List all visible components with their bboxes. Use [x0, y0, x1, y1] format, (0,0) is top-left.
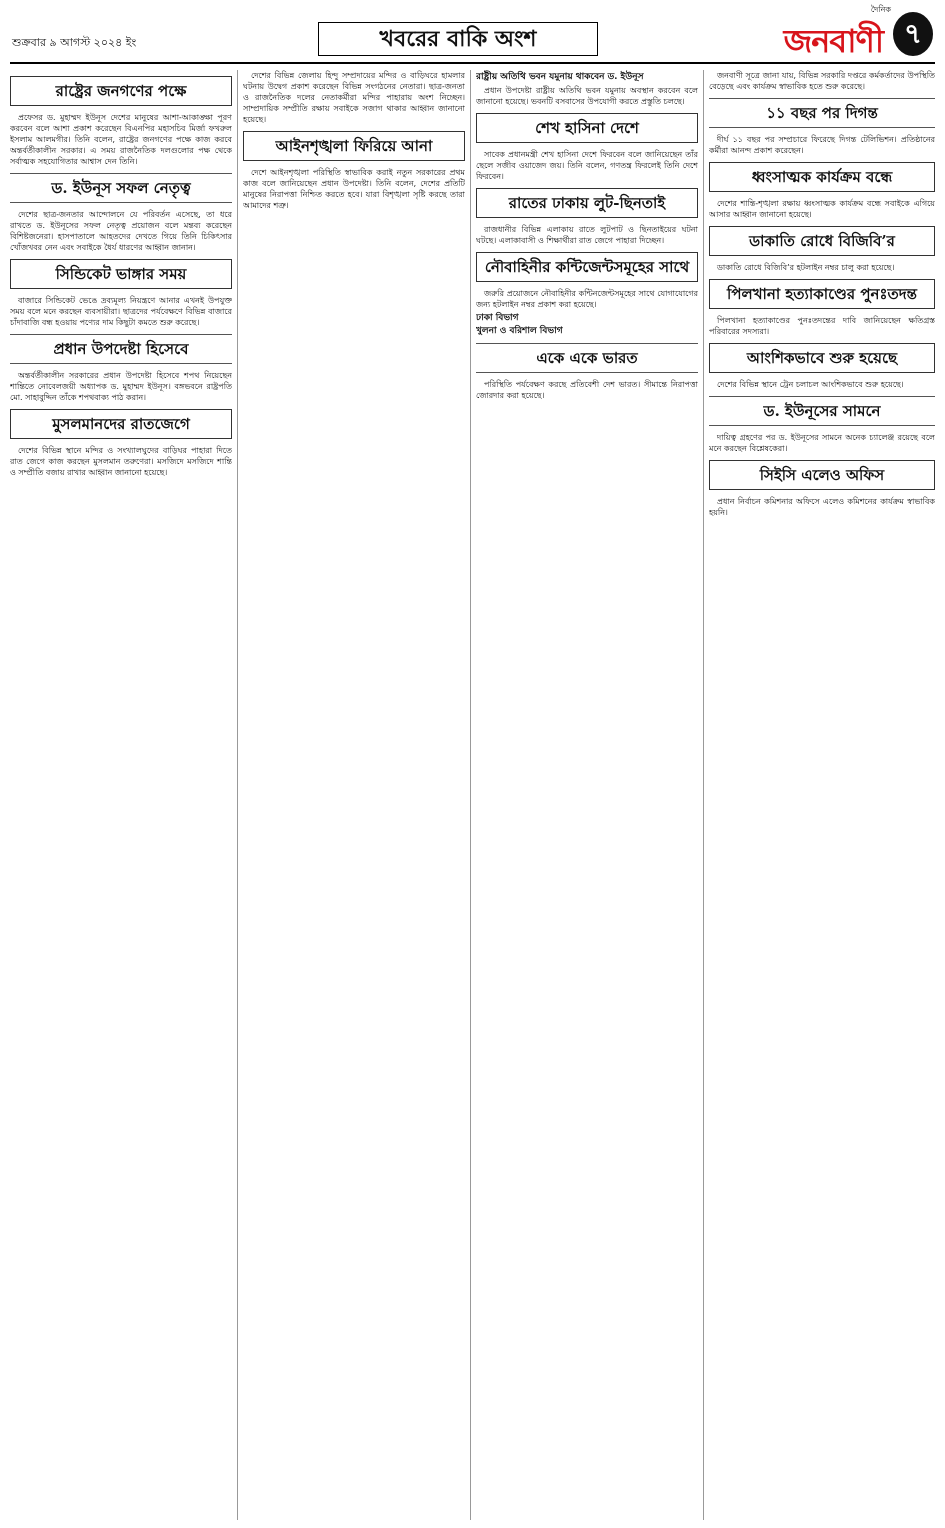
headline: প্রধান উপদেষ্টা হিসেবে	[10, 334, 232, 364]
headline: আইনশৃঙ্খলা ফিরিয়ে আনা	[243, 131, 465, 161]
headline: নৌবাহিনীর কন্টিজেন্টসমূহের সাথে	[476, 252, 698, 282]
headline: রাতের ঢাকায় লুট-ছিনতাই	[476, 188, 698, 218]
headline: ডাকাতি রোধে বিজিবি’র	[709, 226, 935, 256]
column-1	[10, 70, 232, 1520]
article-text: দেশের বিভিন্ন জেলায় হিন্দু সম্প্রদায়ের মন্দির ও বাড়িঘরে হামলার ঘটনায় উদ্বেগ প্রকাশ করেছেন বিভিন্ন সংগঠনের নেতারা। ছাত্র-জনতা ও রাজনৈতিক দলের নেতাকর্মীরা মন্দির পাহারায় অংশ নিচ্ছেন। সাম্প্রদায়িক সম্প্রীতি রক্ষায় সবাইকে সজাগ থাকার আহ্বান জানানো হয়েছে।	[243, 71, 465, 124]
article-text: জরুরি প্রয়োজনে নৌবাহিনীর কন্টিনজেন্টসমূহের সাথে যোগাযোগের জন্য হটলাইন নম্বর প্রকাশ করা হয়েছে।	[476, 289, 698, 309]
article-text: দেশের শান্তি-শৃঙ্খলা রক্ষায় ধ্বংসাত্মক কার্যক্রম বন্ধে সবাইকে এগিয়ে আসার আহ্বান জানানো হয়েছে।	[709, 199, 935, 219]
headline: মুসলমানদের রাতজেগে	[10, 409, 232, 439]
headline: আংশিকভাবে শুরু হয়েছে	[709, 343, 935, 373]
column-divider	[470, 70, 471, 1520]
article-text: ডাকাতি রোধে বিজিবি’র হটলাইন নম্বর চালু করা হয়েছে।	[717, 263, 895, 272]
column-divider	[703, 70, 704, 1520]
column-2	[243, 70, 465, 1520]
masthead-name: জনবাণী	[783, 22, 883, 60]
headline: সিইসি এলেও অফিস	[709, 460, 935, 490]
header-rule	[10, 62, 935, 64]
article-text: বাজারে সিন্ডিকেট ভেঙে দ্রব্যমূল্য নিয়ন্ত্রণে আনার এখনই উপযুক্ত সময় বলে মনে করছেন ব্যবসায়ীরা। ছাত্রদের পর্যবেক্ষণে বিভিন্ন বাজারে চাঁদাবাজি বন্ধ হওয়ায় পণ্যের দাম কিছুটা কমতে শুরু করেছে।	[10, 296, 232, 327]
article-text: পিলখানা হত্যাকাণ্ডের পুনঃতদন্তের দাবি জানিয়েছেন ক্ষতিগ্রস্ত পরিবারের সদস্যরা।	[709, 316, 935, 336]
article-text: দেশের ছাত্র-জনতার আন্দোলনে যে পরিবর্তন এসেছে, তা ধরে রাখতে ড. ইউনূসের সফল নেতৃত্ব প্রয়োজন বলে মন্তব্য করেছেন বিশিষ্টজনেরা। হাসপাতালে আহতদের দেখতে গিয়ে তিনি চিকিৎসার খোঁজখবর নেন এবং সবাইকে ধৈর্য ধারণের আহ্বান জানান।	[10, 210, 232, 252]
headline: ধ্বংসাত্মক কার্যক্রম বন্ধে	[709, 162, 935, 192]
section-banner: খবরের বাকি অংশ	[318, 22, 598, 56]
headline: শেখ হাসিনা দেশে	[476, 113, 698, 143]
article-text: দায়িত্ব গ্রহণের পর ড. ইউনূসের সামনে অনেক চ্যালেঞ্জ রয়েছে বলে মনে করছেন বিশ্লেষকেরা।	[709, 433, 935, 453]
page-header	[0, 0, 945, 62]
article-text: সাবেক প্রধানমন্ত্রী শেখ হাসিনা দেশে ফিরবেন বলে জানিয়েছেন তাঁর ছেলে সজীব ওয়াজেদ জয়। তিনি বলেন, গণতন্ত্র ফিরলেই তিনি দেশে ফিরবেন।	[476, 150, 698, 181]
headline: পিলখানা হত্যাকাণ্ডের পুনঃতদন্ত	[709, 279, 935, 309]
article-text: পরিস্থিতি পর্যবেক্ষণ করছে প্রতিবেশী দেশ ভারত। সীমান্তে নিরাপত্তা জোরদার করা হয়েছে।	[476, 380, 698, 400]
page-number-badge: ৭	[893, 12, 933, 56]
headline: রাষ্ট্রের জনগণের পক্ষে	[10, 76, 232, 106]
article-text: অন্তর্বর্তীকালীন সরকারের প্রধান উপদেষ্টা হিসেবে শপথ নিয়েছেন শান্তিতে নোবেলজয়ী অধ্যাপক ড. মুহাম্মদ ইউনূস। বঙ্গভবনে রাষ্ট্রপতি মো. সাহাবুদ্দিন তাঁকে শপথবাক্য পাঠ করান।	[10, 371, 232, 402]
article-text: দীর্ঘ ১১ বছর পর সম্প্রচারে ফিরেছে দিগন্ত টেলিভিশন। প্রতিষ্ঠানের কর্মীরা আনন্দ প্রকাশ করেছেন।	[709, 135, 935, 155]
article-text: রাজধানীর বিভিন্ন এলাকায় রাতে লুটপাট ও ছিনতাইয়ের ঘটনা ঘটছে। এলাকাবাসী ও শিক্ষার্থীরা রাত জেগে পাহারা দিচ্ছেন।	[476, 225, 698, 245]
article-text: প্রধান উপদেষ্টা রাষ্ট্রীয় অতিথি ভবন যমুনায় অবস্থান করবেন বলে জানানো হয়েছে। ভবনটি বসবাসের উপযোগী করতে প্রস্তুতি চলছে।	[476, 86, 698, 106]
subheading: খুলনা ও বরিশাল বিভাগ	[476, 326, 563, 336]
headline: সিন্ডিকেট ভাঙ্গার সময়	[10, 259, 232, 289]
masthead-daily-label: দৈনিক	[870, 5, 891, 14]
article-text: প্রফেসর ড. মুহাম্মদ ইউনূস দেশের মানুষের আশা-আকাঙ্ক্ষা পূরণ করবেন বলে আশা প্রকাশ করেছেন বিএনপির মহাসচিব মির্জা ফখরুল ইসলাম আলমগীর। তিনি বলেন, রাষ্ট্রের জনগণের পক্ষে কাজ করবে অন্তর্বর্তীকালীন সরকার। এ সময় রাজনৈতিক দলগুলোর পক্ষ থেকে সর্বাত্মক সহযোগিতার আশ্বাস দেন তিনি।	[10, 113, 232, 166]
headline: ১১ বছর পর দিগন্ত	[709, 98, 935, 128]
subheading: ঢাকা বিভাগ	[476, 313, 519, 323]
headline: একে একে ভারত	[476, 343, 698, 373]
article-text: দেশের বিভিন্ন স্থানে মন্দির ও সংখ্যালঘুদের বাড়িঘর পাহারা দিতে রাত জেগে কাজ করছেন মুসলমান তরুণেরা। মসজিদে মসজিদে শান্তি ও সম্প্রীতি বজায় রাখার আহ্বান জানানো হয়েছে।	[10, 446, 232, 477]
article-text: দেশের বিভিন্ন স্থানে ট্রেন চলাচল আংশিকভাবে শুরু হয়েছে।	[717, 380, 904, 389]
article-text: প্রধান নির্বাচন কমিশনার অফিসে এলেও কমিশনের কার্যক্রম স্বাভাবিক হয়নি।	[709, 497, 935, 517]
column-3	[476, 70, 698, 1520]
masthead-logo	[763, 4, 933, 60]
column-4	[709, 70, 935, 1520]
subheading: রাষ্ট্রীয় অতিথি ভবন যমুনায় থাকবেন ড. ইউনূস	[476, 72, 644, 82]
article-text: দেশে আইনশৃঙ্খলা পরিস্থিতি স্বাভাবিক করাই নতুন সরকারের প্রথম কাজ বলে জানিয়েছেন প্রধান উপদেষ্টা। তিনি বলেন, দেশের প্রতিটি মানুষের নিরাপত্তা নিশ্চিত করতে হবে। যারা বিশৃঙ্খলা সৃষ্টি করছে তারা আমাদের শত্রু।	[243, 168, 465, 210]
article-text: জনবাণী সূত্রে জানা যায়, বিভিন্ন সরকারি দপ্তরে কর্মকর্তাদের উপস্থিতি বেড়েছে এবং কার্যক্রম স্বাভাবিক হতে শুরু করেছে।	[709, 71, 935, 91]
headline: ড. ইউনূস সফল নেতৃত্ব	[10, 173, 232, 203]
column-divider	[237, 70, 238, 1520]
issue-date: শুক্রবার ৯ আগস্ট ২০২৪ ইং	[12, 36, 137, 49]
headline: ড. ইউনূসের সামনে	[709, 396, 935, 426]
